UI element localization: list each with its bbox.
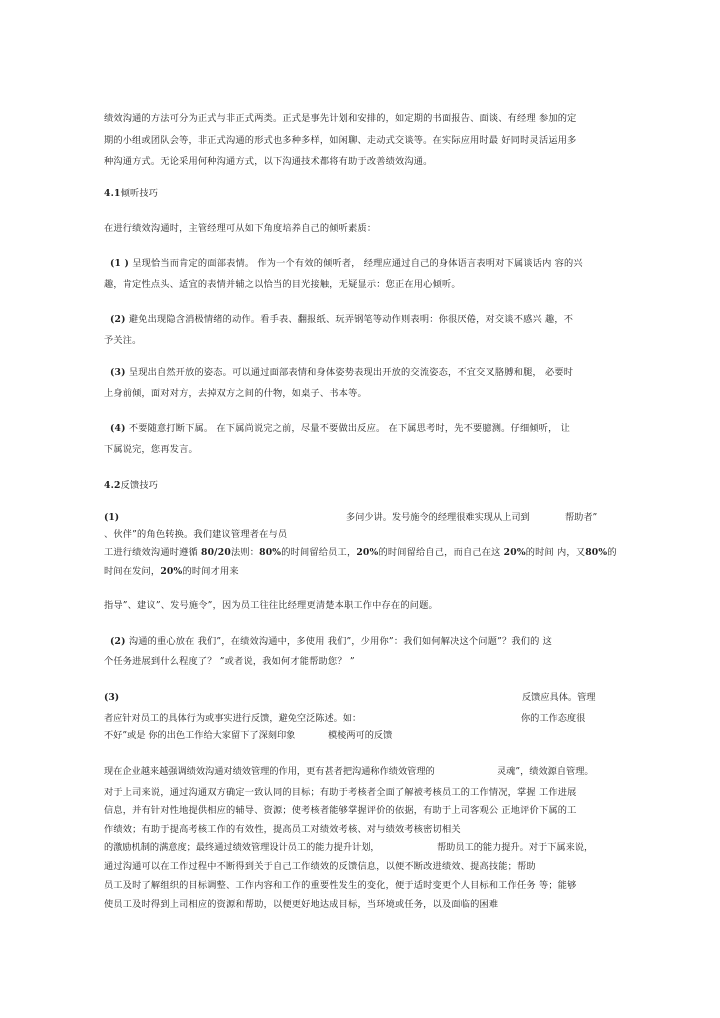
item-label: (2) [110, 636, 126, 647]
intro-line-2: 期的小组或团队会等，非正式沟通的形式也多种多样，如闲聊、走动式交谈等。在实际应用时最 好同时灵活运用多 [104, 135, 577, 146]
feedback-item-3-label: (3) [104, 692, 120, 703]
feedback-item-3-line-2: 者应针对员工的具体行为或事实进行反馈，避免空泛陈述。如： [104, 713, 362, 724]
feedback-item-3-line-3a: 不好”或是 你的出色工作给大家留下了深刻印象 [104, 730, 296, 741]
listening-item-4-line-2: 下属说完，您再发言。 [104, 444, 198, 455]
text-part: 的时间留给员工， [281, 547, 357, 558]
closing-line-8: 使员工及时得到上司相应的资源和帮助，以便更好地达成目标，当环境或任务，以及面临的困难 [104, 899, 499, 910]
feedback-item-1-right-text: 多问少讲。发号施令的经理很难实现从上司到 [346, 512, 530, 523]
section-heading-4-1 [104, 184, 616, 204]
closing-line-2: 对于上司来说，通过沟通双方确定一致认同的目标；有助于考核者全面了解被考核员工的工作情况，掌握 工作进展 [104, 787, 577, 798]
closing-line-3: 信息，并有针对性地提供相应的辅导、资源；使考核者能够掌握评价的依据，有助于上司客观公 正地评价下属的工 [104, 805, 577, 816]
intro-line-3: 种沟通方式。无论采用何种沟通方式，以下沟通技术都将有助于改善绩效沟通。 [104, 156, 433, 167]
closing-line-1a: 现在企业越来越强调绩效沟通对绩效管理的作用，更有甚者把沟通称作绩效管理的 [104, 766, 435, 777]
closing-line-6: 通过沟通可以在工作过程中不断得到关于自己工作绩效的反馈信息，以便不断改进绩效、提高技能；帮助 [104, 861, 536, 872]
text-part: 20% [356, 547, 379, 558]
feedback-item-3-right-text: 反馈应具体。管理 [522, 692, 596, 703]
listening-item-2-line-2: 予关注。 [104, 335, 142, 346]
closing-line-5b: 帮助员工的能力提升。对于下属来说， [437, 842, 594, 853]
text-part: 20% [160, 566, 183, 577]
feedback-item-1-label: (1) [104, 512, 120, 523]
feedback-item-3-line-2-right: 你的工作态度很 [521, 713, 586, 724]
text-part: 的时间留给自己，而自己在这 [378, 547, 504, 558]
text-part: 20% [503, 547, 526, 558]
item-label: (3) [110, 367, 126, 378]
item-text: 避免出现隐含消极情绪的动作。看手表、翻报纸、玩弄钢笔等动作则表明：你很厌倦，对交谈不感兴 趣，不 [128, 314, 574, 325]
listening-item-3-line-1 [110, 363, 622, 383]
text-part: 80/20 [201, 547, 231, 558]
intro-line-1: 绩效沟通的方法可分为正式与非正式两类。正式是事先计划和安排的，如定期的书面报告、面谈、有经理 参加的定 [104, 113, 577, 124]
text-part: 的 [607, 547, 617, 558]
item-label: (2) [110, 314, 126, 325]
listening-item-1-line-1 [110, 254, 622, 274]
section-title: 反馈技巧 [120, 480, 159, 491]
feedback-item-1-line-3 [104, 543, 616, 563]
feedback-item-2-line-2: 个任务进展到什么程度了？ ”或者说，我如何才能帮助您？ ” [104, 656, 355, 667]
feedback-item-1-line-2: 、伙伴”的角色转换。我们建议管理者在与员 [104, 529, 288, 540]
item-text: 呈现出自然开放的姿态。可以通过面部表情和身体姿势表现出开放的交流姿态，不宜交叉胳膊和腿， 必要时 [128, 367, 574, 378]
listening-item-4-line-1 [110, 419, 622, 439]
closing-line-5a: 的激励机制的满意度；最终通过绩效管理设计员工的能力提升计划， [104, 842, 380, 853]
listening-item-2-line-1 [110, 310, 622, 330]
item-text: 不要随意打断下属。 在下属尚说完之前，尽量不要做出反应。 在下属思考时，先不要臆测。仔细倾听， 让 [128, 423, 570, 434]
text-part: 的时间 内，又 [525, 547, 586, 558]
item-label: (1 ) [110, 258, 130, 269]
feedback-item-2-line-1 [110, 632, 622, 652]
item-text: 呈现恰当而肯定的面部表情。 作为一个有效的倾听者， 经理应通过自己的身体语言表明对下属谈话内 容的兴 [132, 258, 583, 269]
text-part: 80% [259, 547, 282, 558]
text-part: 工进行绩效沟通时遵循 [104, 547, 201, 558]
listening-item-1-line-2: 趣，肯定性点头、适宜的表情并辅之以恰当的目光接触，无疑显示：您正在用心倾听。 [104, 279, 461, 290]
section-number: 4.2 [104, 480, 121, 491]
item-label: (4) [110, 423, 126, 434]
text-part: 的时间才用来 [182, 566, 239, 577]
section-heading-4-2 [104, 476, 616, 496]
item-text: 沟通的重心放在 我们”，在绩效沟通中，多使用 我们”，少用你”：我们如何解决这个问题”？我们的 这 [128, 636, 553, 647]
feedback-item-1-line-4 [104, 562, 616, 582]
feedback-item-1-line-5: 指导”、建议”、发号施令”，因为员工往往比经理更清楚本职工作中存在的问题。 [104, 600, 438, 611]
section-title: 倾听技巧 [120, 188, 159, 199]
text-part: 法则： [230, 547, 260, 558]
listening-item-3-line-2: 上身前倾，面对对方，去掉双方之间的什物，如桌子、书本等。 [104, 388, 367, 399]
feedback-item-1-right-text-2: 帮助者” [565, 512, 598, 523]
text-part: 80% [585, 547, 608, 558]
text-part: 时间在发问， [104, 566, 161, 577]
closing-line-4: 作绩效；有助于提高考核工作的有效性，提高员工对绩效考核、对与绩效考核密切相关 [104, 824, 461, 835]
section-number: 4.1 [104, 188, 121, 199]
feedback-item-3-line-3b: 模棱两可的反馈 [328, 730, 393, 741]
section1-lead: 在进行绩效沟通时，主管经理可从如下角度培养自己的倾听素质： [104, 223, 377, 234]
closing-line-7: 员工及时了解组织的目标调整、工作内容和工作的重要性发生的变化，便于适时变更个人目标和工作任务 等；能够 [104, 880, 577, 891]
closing-line-1b: 灵魂”，绩效源自管理。 [497, 766, 594, 777]
